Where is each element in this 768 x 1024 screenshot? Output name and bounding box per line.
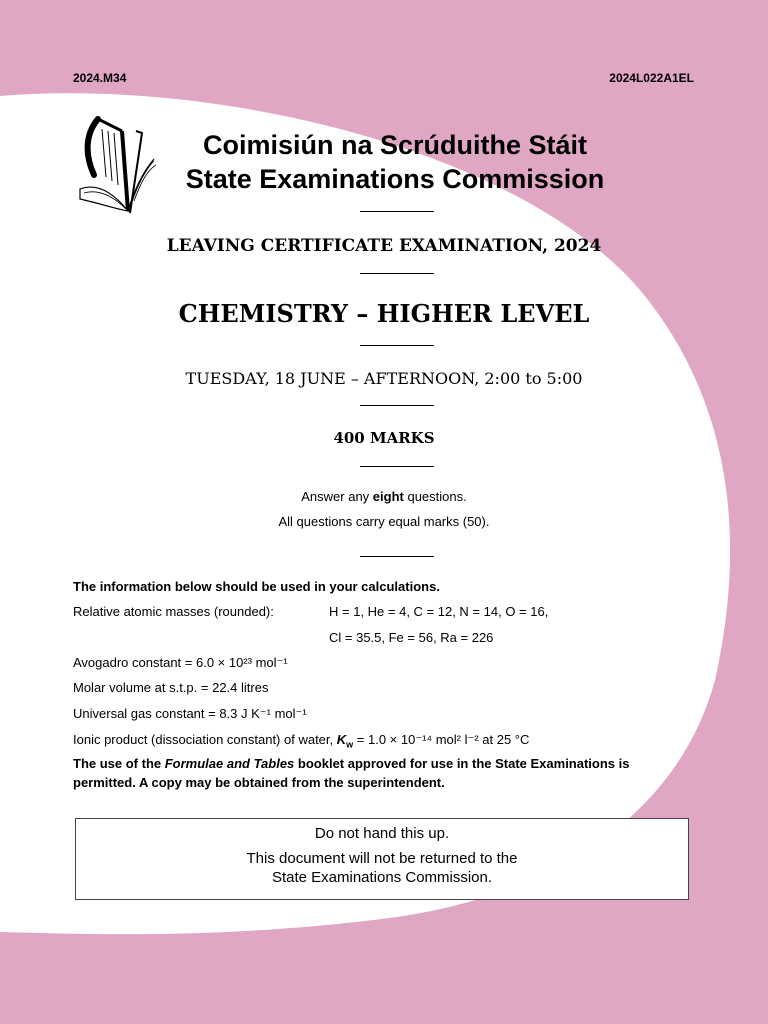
harp-book-logo-icon [76, 113, 160, 219]
organisation-name-english: State Examinations Commission [185, 164, 605, 194]
divider [360, 345, 434, 346]
divider [360, 273, 434, 274]
exam-code-right: 2024L022A1EL [609, 71, 694, 85]
organisation-name-irish: Coimisiún na Scrúduithe Stáit [202, 130, 588, 160]
relative-atomic-masses-label: Relative atomic masses (rounded): [73, 604, 274, 619]
divider [360, 211, 434, 212]
relative-atomic-masses-values-continued: Cl = 35.5, Fe = 56, Ra = 226 [329, 630, 494, 645]
divider [360, 466, 434, 467]
exam-date: TUESDAY, 18 JUNE – AFTERNOON, 2:00 to 5:00 [185, 369, 583, 388]
divider [360, 556, 434, 557]
exam-title: LEAVING CERTIFICATE EXAMINATION, 2024 [166, 236, 602, 256]
avogadro-constant: Avogadro constant = 6.0 × 10²³ mol⁻¹ [73, 655, 288, 670]
exam-code-left: 2024.M34 [73, 71, 127, 85]
instruction-answer-eight: Answer any eight questions. [301, 489, 467, 504]
formulae-tables-note-continued: permitted. A copy may be obtained from the superintendent. [73, 775, 445, 790]
subject-title: CHEMISTRY – HIGHER LEVEL [178, 299, 590, 328]
molar-volume: Molar volume at s.t.p. = 22.4 litres [73, 680, 269, 695]
divider [360, 405, 434, 406]
ionic-product-of-water: Ionic product (dissociation constant) of water, $K_w = 1.0 \times 10^{-14}$ mol² l⁻² at 25 °C [73, 732, 530, 750]
relative-atomic-masses-values: H = 1, He = 4, C = 12, N = 14, O = 16, [329, 604, 549, 619]
notice-line-1: Do not hand this up. [314, 825, 450, 842]
universal-gas-constant: Universal gas constant = 8.3 J K⁻¹ mol⁻¹ [73, 706, 307, 721]
do-not-hand-up-notice [75, 818, 689, 900]
total-marks: 400 MARKS [333, 429, 435, 447]
info-heading: The information below should be used in your calculations. [73, 579, 440, 594]
notice-line-2: This document will not be returned to the [246, 850, 518, 867]
instruction-equal-marks: All questions carry equal marks (50). [278, 514, 490, 529]
notice-line-3: State Examinations Commission. [271, 869, 493, 886]
formulae-tables-note: The use of the Formulae and Tables booklet approved for use in the State Examinations is [73, 756, 630, 771]
